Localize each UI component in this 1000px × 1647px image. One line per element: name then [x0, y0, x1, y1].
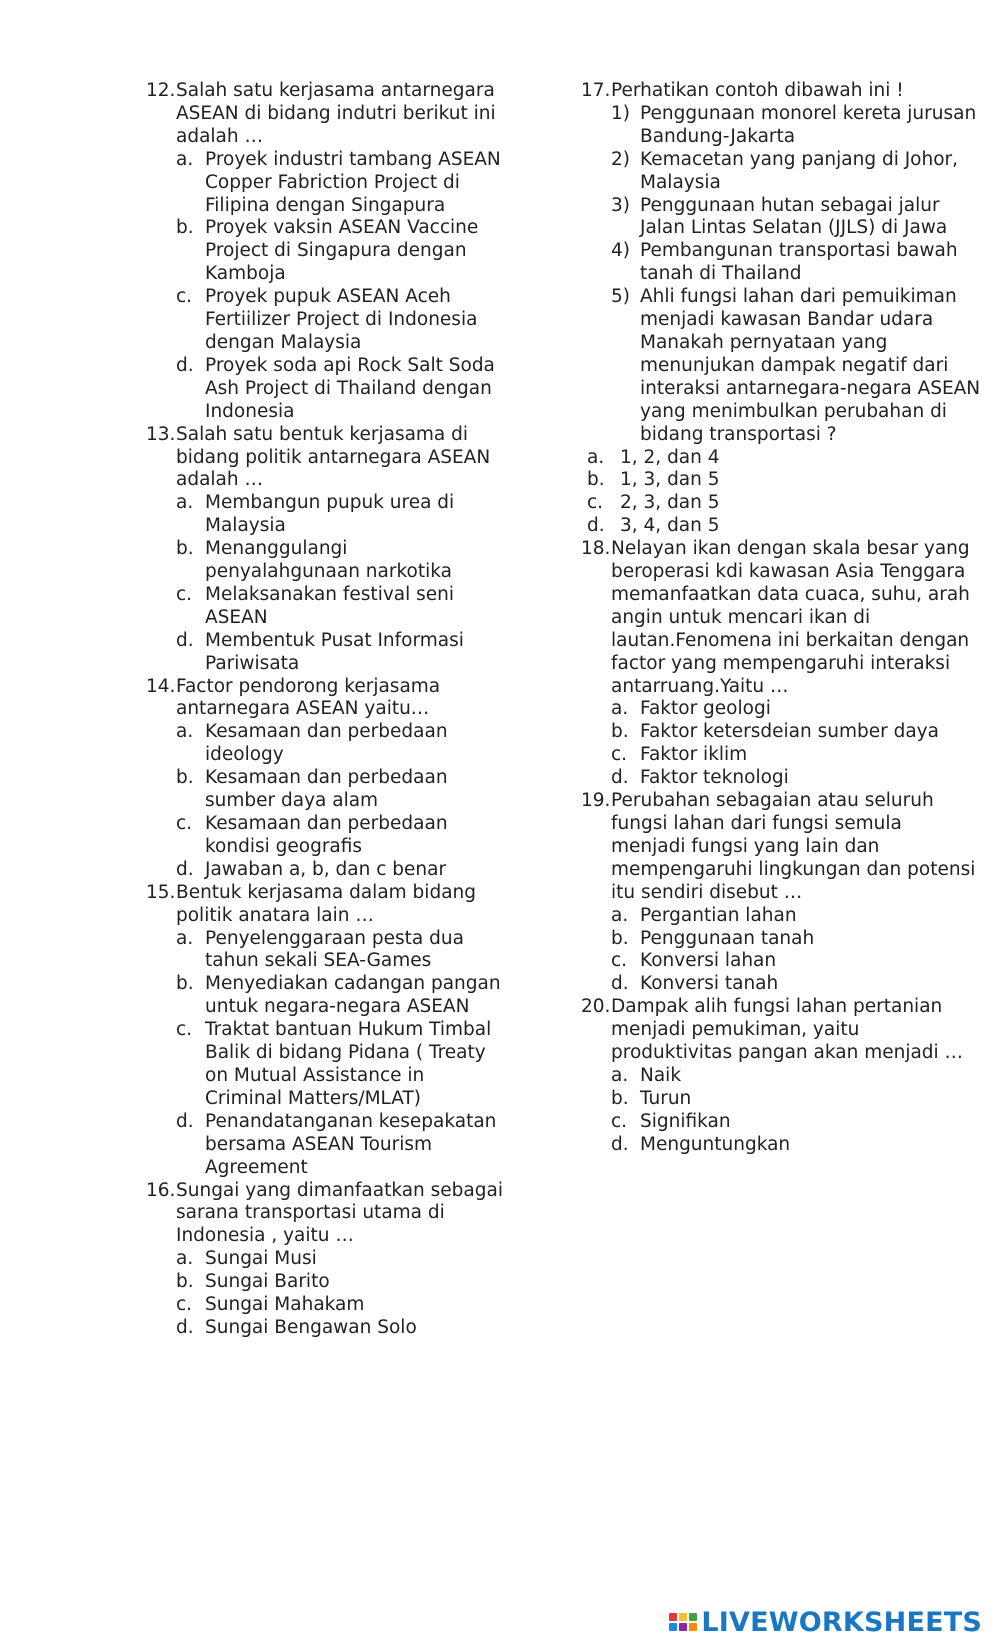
option-text: Faktor geologi — [640, 698, 771, 720]
question-12 — [146, 80, 506, 424]
option-letter: c. — [176, 813, 193, 834]
option-text: 1, 3, dan 5 — [620, 469, 720, 491]
question-prompt-wrap — [611, 332, 981, 447]
question-text: Perhatikan contoh dibawah ini ! — [611, 80, 904, 101]
example-item-5 — [611, 286, 981, 332]
option-text: 1, 2, dan 4 — [620, 446, 720, 468]
item-number: 3) — [611, 194, 630, 216]
logo-square — [669, 1623, 677, 1631]
option-text: Kesamaan dan perbedaan sumber daya alam — [205, 767, 448, 812]
option-text: Faktor iklim — [640, 744, 748, 766]
question-19 — [581, 790, 981, 996]
option-text: Faktor teknologi — [640, 767, 789, 789]
option-c[interactable] — [587, 492, 983, 515]
option-b[interactable] — [176, 1271, 506, 1294]
question-17 — [581, 80, 981, 447]
option-letter: b. — [176, 217, 194, 239]
question-number: 12. — [146, 80, 176, 101]
option-letter: d. — [176, 629, 194, 651]
item-text: Kemacetan yang panjang di Johor, Malaysia — [640, 148, 959, 193]
liveworksheets-logo[interactable] — [669, 1607, 982, 1637]
option-c[interactable] — [176, 1294, 506, 1317]
question-number: 18. — [581, 538, 611, 560]
option-d[interactable] — [587, 515, 983, 538]
item-text: Ahli fungsi lahan dari pemuikiman menjadi kawasan Bandar udara — [640, 286, 957, 331]
item-text: Penggunaan monorel kereta jurusan Bandung-Jakarta — [640, 102, 977, 147]
option-text: Sungai Musi — [205, 1248, 317, 1270]
option-text: 3, 4, dan 5 — [620, 515, 720, 537]
option-letter: a. — [176, 927, 194, 949]
logo-square — [679, 1613, 687, 1621]
option-text: Penandatanganan kesepakatan bersama ASEAN Tourism Agreement — [205, 1110, 497, 1178]
question-text: Dampak alih fungsi lahan pertanian menjadi pemukiman, yaitu produktivitas pangan akan menjadi … — [611, 996, 964, 1064]
option-letter: b. — [611, 721, 629, 743]
option-text: Naik — [640, 1064, 682, 1086]
question-text: Factor pendorong kerjasama antarnegara ASEAN yaitu… — [176, 675, 441, 720]
question-number: 17. — [581, 80, 611, 101]
option-d[interactable] — [611, 767, 981, 790]
option-text: Menanggulangi penyalahgunaan narkotika — [205, 538, 452, 583]
question-number: 15. — [146, 881, 176, 903]
option-letter: c. — [176, 1019, 193, 1041]
option-letter: a. — [611, 904, 629, 926]
option-letter: d. — [611, 767, 629, 789]
question-number: 14. — [146, 675, 176, 697]
option-b[interactable] — [176, 767, 506, 813]
right-column — [581, 80, 981, 1157]
item-number: 5) — [611, 286, 630, 308]
option-a[interactable] — [176, 149, 506, 218]
example-item-4 — [611, 240, 981, 286]
option-text: Proyek soda api Rock Salt Soda Ash Project di Thailand dengan Indonesia — [205, 354, 495, 422]
option-text: Proyek vaksin ASEAN Vaccine Project di Singapura dengan Kamboja — [205, 217, 479, 285]
option-text: Menguntungkan — [640, 1133, 791, 1155]
option-c[interactable] — [611, 1111, 981, 1134]
option-text: Proyek pupuk ASEAN Aceh Fertiilizer Project di Indonesia dengan Malaysia — [205, 286, 478, 353]
option-letter: b. — [611, 927, 629, 949]
option-b[interactable] — [587, 469, 983, 492]
question-prompt: Manakah pernyataan yang menunjukan dampak negatif dari interaksi antarnegara-negara ASEAN yang menimbulkan perubahan di bidang transportasi ? — [640, 331, 981, 445]
logo-square — [689, 1613, 697, 1621]
option-text: Penggunaan tanah — [640, 927, 815, 949]
option-c[interactable] — [611, 950, 981, 973]
option-c[interactable] — [176, 813, 506, 859]
option-letter: a. — [611, 1064, 629, 1086]
option-letter: c. — [176, 286, 193, 308]
item-number: 4) — [611, 240, 630, 262]
option-letter: a. — [176, 148, 194, 170]
option-letter: d. — [587, 515, 605, 537]
option-text: Proyek industri tambang ASEAN Copper Fabriction Project di Filipina dengan Singapura — [205, 148, 501, 216]
logo-square — [689, 1623, 697, 1631]
option-text: Kesamaan dan perbedaan ideology — [205, 721, 448, 766]
item-number: 2) — [611, 148, 630, 170]
option-text: Membentuk Pusat Informasi Pariwisata — [205, 629, 464, 674]
option-b[interactable] — [611, 721, 981, 744]
option-b[interactable] — [176, 217, 506, 286]
option-text: Menyediakan cadangan pangan untuk negara-negara ASEAN — [205, 973, 501, 1018]
question-text: Salah satu bentuk kerjasama di bidang politik antarnegara ASEAN adalah … — [176, 423, 491, 491]
option-letter: c. — [611, 950, 628, 972]
option-b[interactable] — [176, 538, 506, 584]
option-d[interactable] — [176, 355, 506, 424]
logo-text: LIVEWORKSHEETS — [701, 1606, 982, 1638]
option-d[interactable] — [611, 1134, 981, 1157]
option-a[interactable] — [587, 447, 983, 470]
option-d[interactable] — [176, 1111, 506, 1180]
question-13 — [146, 424, 506, 676]
option-text: Penyelenggaraan pesta dua tahun sekali SEA-Games — [205, 927, 464, 972]
option-c[interactable] — [176, 1019, 506, 1111]
option-letter: a. — [587, 446, 605, 468]
question-14 — [146, 676, 506, 882]
option-text: Faktor ketersdeian sumber daya — [640, 721, 939, 743]
question-text: Sungai yang dimanfaatkan sebagai sarana transportasi utama di Indonesia , yaitu … — [176, 1179, 503, 1247]
question-text: Nelayan ikan dengan skala besar yang beroperasi kdi kawasan Asia Tenggara memanfaatkan data cuaca, suhu, arah angin untuk mencari ikan di lautan.Fenomena ini berkaitan dengan factor yang mempengaruhi interaksi antarruang.Yaitu … — [611, 538, 970, 697]
option-a[interactable] — [176, 928, 506, 974]
option-text: Turun — [640, 1087, 692, 1109]
logo-squares-icon — [669, 1613, 697, 1631]
option-text: Traktat bantuan Hukum Timbal Balik di bidang Pidana ( Treaty on Mutual Assistance in Criminal Matters/MLAT) — [205, 1019, 492, 1109]
option-text: Pergantian lahan — [640, 904, 797, 926]
item-text: Penggunaan hutan sebagai jalur Jalan Lintas Selatan (JJLS) di Jawa — [640, 194, 948, 239]
option-d[interactable] — [176, 630, 506, 676]
option-a[interactable] — [176, 1248, 506, 1271]
question-number: 16. — [146, 1179, 176, 1201]
option-letter: a. — [176, 492, 194, 514]
option-text: Jawaban a, b, dan c benar — [205, 858, 447, 880]
option-letter: b. — [176, 1271, 194, 1293]
option-text: Konversi lahan — [640, 950, 777, 972]
question-text: Perubahan sebagaian atau seluruh fungsi lahan dari fungsi semula menjadi fungsi yang lain dan mempengaruhi lingkungan dan potensi itu sendiri disebut … — [611, 790, 976, 903]
option-letter: d. — [176, 354, 194, 376]
option-text: 2, 3, dan 5 — [620, 492, 720, 514]
option-c[interactable] — [611, 744, 981, 767]
option-text: Konversi tanah — [640, 973, 779, 995]
item-text: Pembangunan transportasi bawah tanah di Thailand — [640, 240, 958, 285]
option-d[interactable] — [176, 859, 506, 882]
option-letter: d. — [176, 1316, 194, 1338]
option-b[interactable] — [611, 928, 981, 951]
option-text: Kesamaan dan perbedaan kondisi geografis — [205, 813, 448, 857]
left-column — [146, 80, 506, 1340]
option-letter: d. — [176, 1110, 194, 1132]
option-text: Membangun pupuk urea di Malaysia — [205, 492, 455, 537]
example-item-1 — [611, 103, 981, 149]
option-letter: c. — [176, 1294, 193, 1316]
option-d[interactable] — [176, 1317, 506, 1340]
item-number: 1) — [611, 102, 630, 124]
option-letter: c. — [587, 492, 604, 514]
option-letter: b. — [176, 973, 194, 995]
question-number: 13. — [146, 423, 176, 445]
option-letter: c. — [611, 1110, 628, 1132]
option-letter: c. — [176, 583, 193, 605]
question-text: Bentuk kerjasama dalam bidang politik anatara lain … — [176, 881, 476, 926]
option-a[interactable] — [611, 1065, 981, 1088]
option-letter: b. — [611, 1087, 629, 1109]
option-letter: b. — [587, 469, 605, 491]
question-number: 20. — [581, 996, 611, 1018]
question-20 — [581, 996, 981, 1156]
logo-square — [669, 1613, 677, 1621]
question-18 — [581, 538, 981, 790]
option-c[interactable] — [176, 286, 506, 355]
example-item-3 — [611, 195, 981, 241]
option-letter: d. — [611, 1133, 629, 1155]
option-text: Sungai Barito — [205, 1271, 330, 1293]
example-item-2 — [611, 149, 981, 195]
logo-square — [679, 1623, 687, 1631]
option-text: Melaksanakan festival seni ASEAN — [205, 583, 455, 628]
question-15 — [146, 882, 506, 1180]
option-d[interactable] — [611, 973, 981, 996]
option-c[interactable] — [176, 584, 506, 630]
option-letter: a. — [176, 1248, 194, 1270]
option-letter: d. — [176, 858, 194, 880]
option-text: Sungai Mahakam — [205, 1294, 365, 1316]
question-number: 19. — [581, 790, 611, 812]
option-letter: a. — [176, 721, 194, 743]
question-16 — [146, 1180, 506, 1340]
option-letter: b. — [176, 767, 194, 789]
option-letter: a. — [611, 698, 629, 720]
option-letter: d. — [611, 973, 629, 995]
option-text: Sungai Bengawan Solo — [205, 1316, 417, 1338]
option-a[interactable] — [176, 492, 506, 538]
option-letter: c. — [611, 744, 628, 766]
question-text: Salah satu kerjasama antarnegara ASEAN di bidang indutri berikut ini adalah … — [176, 80, 496, 147]
option-b[interactable] — [611, 1088, 981, 1111]
option-text: Signifikan — [640, 1110, 731, 1132]
option-b[interactable] — [176, 973, 506, 1019]
question-17-options — [581, 447, 981, 539]
option-a[interactable] — [176, 721, 506, 767]
option-letter: b. — [176, 538, 194, 560]
option-a[interactable] — [611, 698, 981, 721]
option-a[interactable] — [611, 905, 981, 928]
